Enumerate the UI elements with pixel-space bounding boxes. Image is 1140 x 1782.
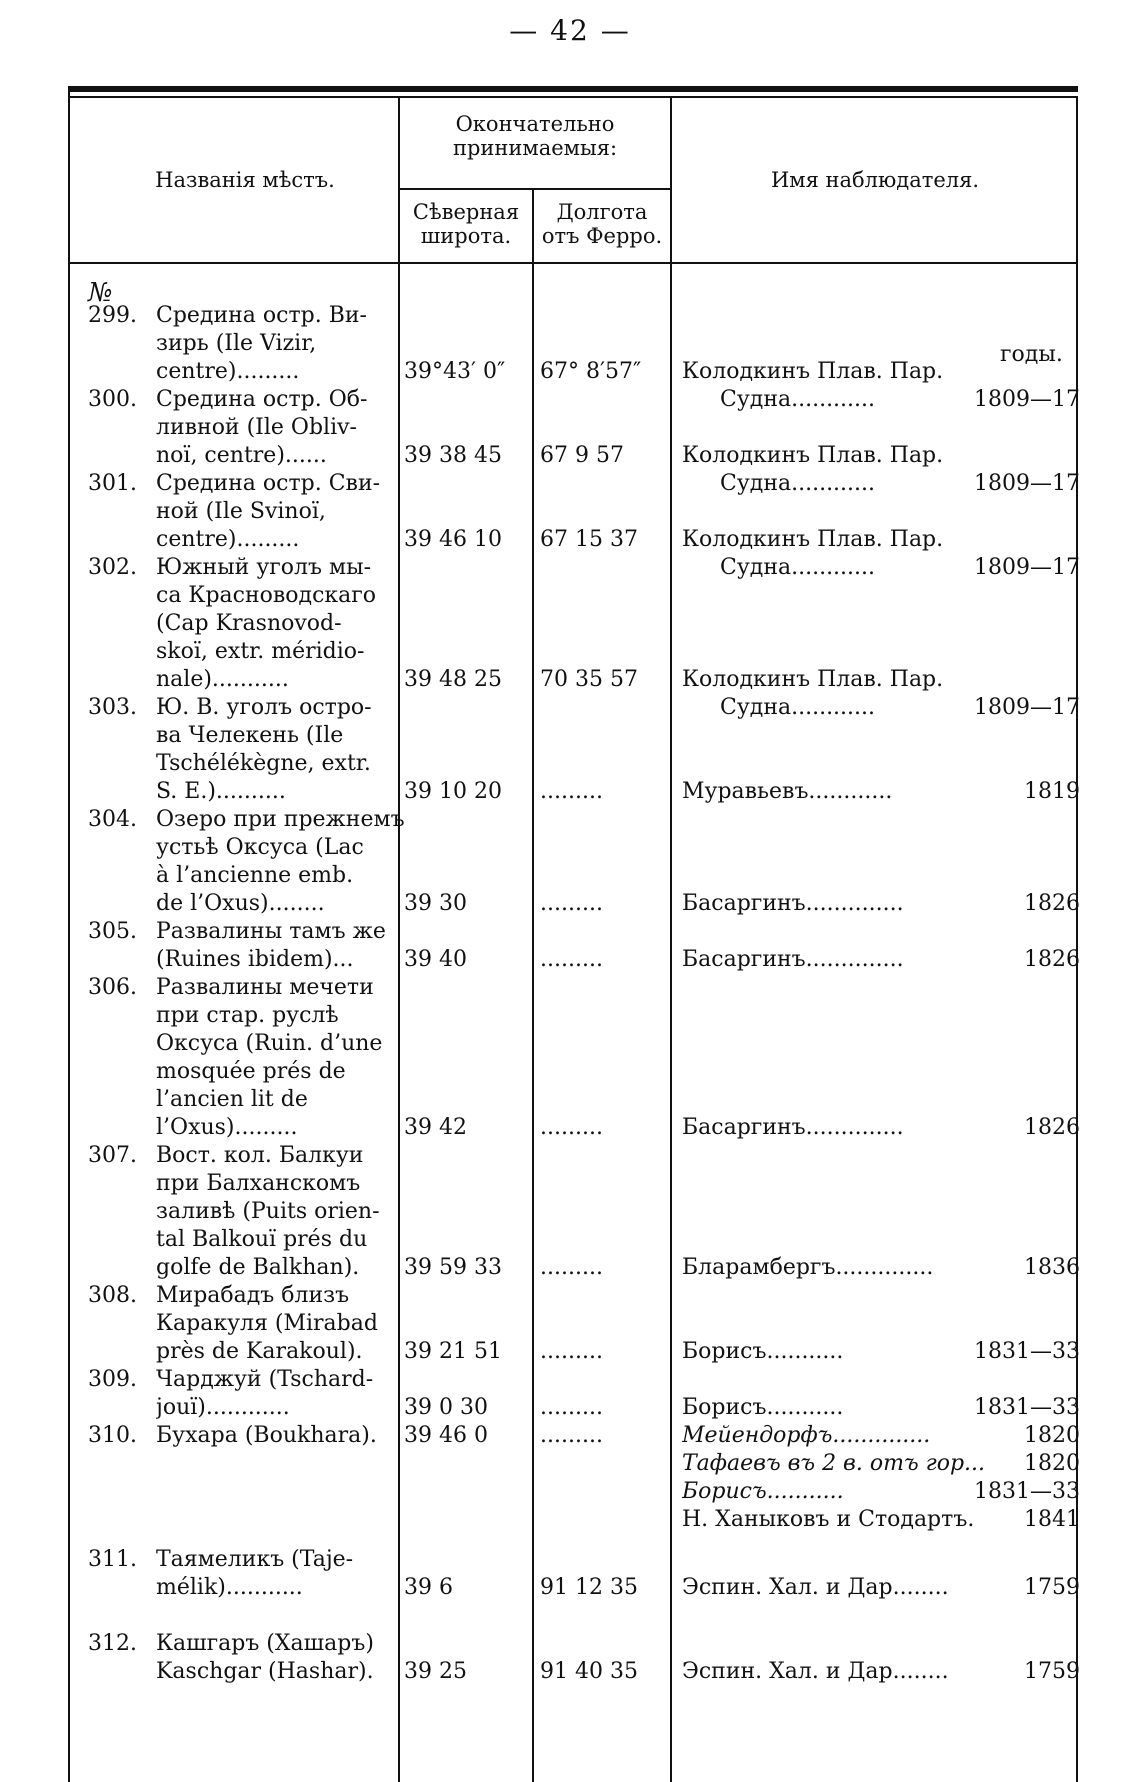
name-line: Kaschgar (Hashar). <box>156 1659 374 1684</box>
name-line: Бухара (Boukhara). <box>156 1423 377 1448</box>
entry-observers <box>682 1114 1080 1142</box>
entry-number: 306. <box>88 975 137 1000</box>
name-line: jouï)............ <box>156 1395 290 1420</box>
entry-observers-next <box>682 666 1080 694</box>
name-line: de l’Oxus)........ <box>156 891 325 916</box>
column-divider-lon <box>670 98 672 1782</box>
entry-latitude: 39°43′ 0″ <box>404 359 506 384</box>
entry-number: 310. <box>88 1423 137 1448</box>
observer-name: Колодкинъ Плав. Пар. <box>682 443 944 468</box>
page-number: — 42 — <box>509 14 631 47</box>
name-line: Средина остр. Ви- <box>156 303 367 328</box>
name-line: l’Oxus)......... <box>156 1115 298 1140</box>
header-names: Названія мѣстъ. <box>155 168 335 192</box>
observer-name: Бларамбергъ.............. <box>682 1255 934 1280</box>
entry-observers <box>720 694 1080 722</box>
name-line: mélik)........... <box>156 1575 303 1600</box>
name-line: устьѣ Оксуса (Lac <box>156 835 364 860</box>
entry-latitude: 39 46 0 <box>404 1423 488 1448</box>
observer-name: Тафаевъ въ 2 в. отъ гор... <box>682 1451 986 1476</box>
entry-number: 305. <box>88 919 137 944</box>
years-label: годы. <box>1000 342 1063 367</box>
entry-observers <box>682 1574 1080 1602</box>
observer-year: 1759 <box>1024 1659 1080 1684</box>
header-subrule <box>398 188 672 190</box>
observer-name: Борисъ........... <box>682 1339 844 1364</box>
observer-name: Н. Ханыковъ и Стодартъ. <box>682 1507 975 1532</box>
observer-line <box>682 946 1080 974</box>
entry-number: 308. <box>88 1283 137 1308</box>
entry-number: 307. <box>88 1143 137 1168</box>
table-border-left <box>68 86 70 1782</box>
name-line: Каракуля (Mirabad <box>156 1311 378 1336</box>
observer-year: 1831—33 <box>974 1395 1080 1420</box>
entry-number: 302. <box>88 555 137 580</box>
name-line: ва Челекень (Ile <box>156 723 344 748</box>
name-line: centre)......... <box>156 359 300 384</box>
name-line: Мирабадъ близъ <box>156 1283 350 1308</box>
observer-line <box>720 694 1080 722</box>
observer-name: Мейендорфъ.............. <box>682 1423 931 1448</box>
header-latitude: Сѣверная широта. <box>412 200 520 248</box>
observer-year: 1826 <box>1024 891 1080 916</box>
observer-line <box>682 442 1080 470</box>
name-line: Развалины мечети <box>156 975 374 1000</box>
observer-name: Колодкинъ Плав. Пар. <box>682 667 944 692</box>
observer-year: 1809—17 <box>974 555 1080 580</box>
observer-year: 1831—33 <box>974 1339 1080 1364</box>
entry-number: 299. <box>88 303 137 328</box>
entry-observers-next <box>682 778 1080 806</box>
observer-year: 1809—17 <box>974 387 1080 412</box>
observer-line <box>682 666 1080 694</box>
name-line: à l’ancienne emb. <box>156 863 354 888</box>
observer-name: Колодкинъ Плав. Пар. <box>682 359 944 384</box>
name-line: Кашгаръ (Хашаръ) <box>156 1631 374 1656</box>
observer-line <box>682 1394 1080 1422</box>
entry-observers-next <box>682 526 1080 554</box>
name-line: noï, centre)...... <box>156 443 327 468</box>
name-line: Вост. кол. Балкуи <box>156 1143 364 1168</box>
header-bottom-rule <box>68 262 1078 264</box>
name-line: Развалины тамъ же <box>156 919 386 944</box>
name-line: Озеро при прежнемъ <box>156 807 405 832</box>
entry-observers <box>682 1254 1080 1282</box>
name-line: заливѣ (Puits orien- <box>156 1199 380 1224</box>
entry-longitude: 70 35 57 <box>540 667 638 692</box>
observer-line <box>682 1422 1080 1450</box>
name-line: Средина остр. Сви- <box>156 471 381 496</box>
entry-observers <box>682 1422 1080 1534</box>
observer-name: Басаргинъ.............. <box>682 891 904 916</box>
entry-latitude: 39 46 10 <box>404 527 502 552</box>
entry-longitude: ......... <box>540 1339 603 1364</box>
name-line: l’ancien lit de <box>156 1087 308 1112</box>
observer-line <box>682 1114 1080 1142</box>
entry-longitude: ......... <box>540 1115 603 1140</box>
observer-name: Муравьевъ............ <box>682 779 893 804</box>
header-accepted: Окончательно принимаемыя: <box>452 112 618 160</box>
observer-name: Судна............ <box>720 695 876 720</box>
entry-latitude: 39 10 20 <box>404 779 502 804</box>
observer-line <box>682 1574 1080 1602</box>
entry-observers <box>682 890 1080 918</box>
observer-year: 1809—17 <box>974 695 1080 720</box>
observer-line <box>682 526 1080 554</box>
entry-number: 312. <box>88 1631 137 1656</box>
entry-latitude: 39 59 33 <box>404 1255 502 1280</box>
name-line: (Ruines ibidem)... <box>156 947 354 972</box>
top-rule-thin <box>68 96 1078 98</box>
header-observer: Имя наблюдателя. <box>770 168 980 192</box>
observer-name: Басаргинъ.............. <box>682 947 904 972</box>
column-divider-lat <box>532 190 534 1782</box>
observer-line <box>682 890 1080 918</box>
observer-name: Эспин. Хал. и Дар........ <box>682 1575 949 1600</box>
name-line: Чарджуй (Tschard- <box>156 1367 374 1392</box>
name-line: Южный уголъ мы- <box>156 555 372 580</box>
name-line: Ю. В. уголъ остро- <box>156 695 372 720</box>
top-rule <box>68 86 1078 92</box>
entry-longitude: 91 40 35 <box>540 1659 638 1684</box>
entry-latitude: 39 0 30 <box>404 1395 488 1420</box>
observer-year: 1820 <box>1024 1451 1080 1476</box>
observer-line <box>682 1338 1080 1366</box>
observer-line <box>720 554 1080 582</box>
name-line: зирь (Ile Vizir, <box>156 331 317 356</box>
observer-line <box>682 1478 1080 1506</box>
entry-longitude: ......... <box>540 1395 603 1420</box>
observer-line <box>682 1450 1080 1478</box>
entry-observers <box>682 1394 1080 1422</box>
name-line: skoï, extr. méridio- <box>156 639 365 664</box>
name-line: tal Balkouï prés du <box>156 1227 368 1252</box>
name-line: Средина остр. Об- <box>156 387 368 412</box>
name-line: nale)........... <box>156 667 289 692</box>
name-line: mosquée prés de <box>156 1059 346 1084</box>
entry-longitude: ......... <box>540 1255 603 1280</box>
observer-name: Борисъ........... <box>682 1479 844 1504</box>
observer-year: 1836 <box>1024 1255 1080 1280</box>
entry-longitude: 67 9 57 <box>540 443 624 468</box>
entry-observers <box>720 470 1080 498</box>
entry-number: 309. <box>88 1367 137 1392</box>
name-line: Tschélékègne, extr. <box>156 751 371 776</box>
name-line: при Балханскомъ <box>156 1171 361 1196</box>
observer-line <box>682 1254 1080 1282</box>
entry-latitude: 39 21 51 <box>404 1339 502 1364</box>
observer-year: 1831—33 <box>974 1479 1080 1504</box>
entry-latitude: 39 42 <box>404 1115 467 1140</box>
name-line: Таямеликъ (Taje- <box>156 1547 354 1572</box>
observer-year: 1826 <box>1024 1115 1080 1140</box>
observer-line <box>682 1658 1080 1686</box>
name-line: (Cap Krasnovod- <box>156 611 342 636</box>
observer-year: 1820 <box>1024 1423 1080 1448</box>
observer-name: Судна............ <box>720 387 876 412</box>
observer-name: Басаргинъ.............. <box>682 1115 904 1140</box>
entry-longitude: ......... <box>540 891 603 916</box>
observer-name: Судна............ <box>720 471 876 496</box>
observer-line <box>682 1506 1080 1534</box>
name-line: ной (Ile Svinoï, <box>156 499 326 524</box>
entry-number: 311. <box>88 1547 137 1572</box>
entry-number: 303. <box>88 695 137 720</box>
observer-year: 1819 <box>1024 779 1080 804</box>
entry-observers <box>682 1338 1080 1366</box>
name-line: golfe de Balkhan). <box>156 1255 360 1280</box>
number-sign: № <box>88 278 113 308</box>
observer-year: 1809—17 <box>974 471 1080 496</box>
entry-latitude: 39 40 <box>404 947 467 972</box>
entry-number: 301. <box>88 471 137 496</box>
entry-observers <box>682 946 1080 974</box>
observer-name: Эспин. Хал. и Дар........ <box>682 1659 949 1684</box>
entry-longitude: ......... <box>540 947 603 972</box>
entry-number: 304. <box>88 807 137 832</box>
entry-number: 300. <box>88 387 137 412</box>
entry-observers-next <box>682 442 1080 470</box>
name-line: при стар. руслѣ <box>156 1003 339 1028</box>
entry-observers <box>720 554 1080 582</box>
entry-latitude: 39 48 25 <box>404 667 502 692</box>
entry-latitude: 39 38 45 <box>404 443 502 468</box>
observer-line <box>682 358 1080 386</box>
name-line: ливной (Ile Obliv- <box>156 415 357 440</box>
header-longitude: Долгота отъ Ферро. <box>541 200 663 248</box>
name-line: са Красноводскаго <box>156 583 377 608</box>
entry-observers <box>682 1658 1080 1686</box>
entry-latitude: 39 30 <box>404 891 467 916</box>
observer-year: 1841 <box>1024 1507 1080 1532</box>
entry-longitude: ......... <box>540 1423 603 1448</box>
name-line: près de Karakoul). <box>156 1339 363 1364</box>
entry-longitude: ......... <box>540 779 603 804</box>
observer-year: 1759 <box>1024 1575 1080 1600</box>
entry-observers <box>720 386 1080 414</box>
name-line: centre)......... <box>156 527 300 552</box>
entry-latitude: 39 6 <box>404 1575 453 1600</box>
observer-name: Колодкинъ Плав. Пар. <box>682 527 944 552</box>
name-line: S. E.).......... <box>156 779 286 804</box>
observer-line <box>682 778 1080 806</box>
observer-year: 1826 <box>1024 947 1080 972</box>
entry-latitude: 39 25 <box>404 1659 467 1684</box>
observer-name: Судна............ <box>720 555 876 580</box>
observer-line <box>720 470 1080 498</box>
observer-name: Борисъ........... <box>682 1395 844 1420</box>
observer-line <box>720 386 1080 414</box>
entry-longitude: 91 12 35 <box>540 1575 638 1600</box>
entry-observers <box>682 358 1080 386</box>
name-line: Оксуса (Ruin. d’une <box>156 1031 383 1056</box>
entry-longitude: 67 15 37 <box>540 527 638 552</box>
entry-longitude: 67° 8′57″ <box>540 359 642 384</box>
